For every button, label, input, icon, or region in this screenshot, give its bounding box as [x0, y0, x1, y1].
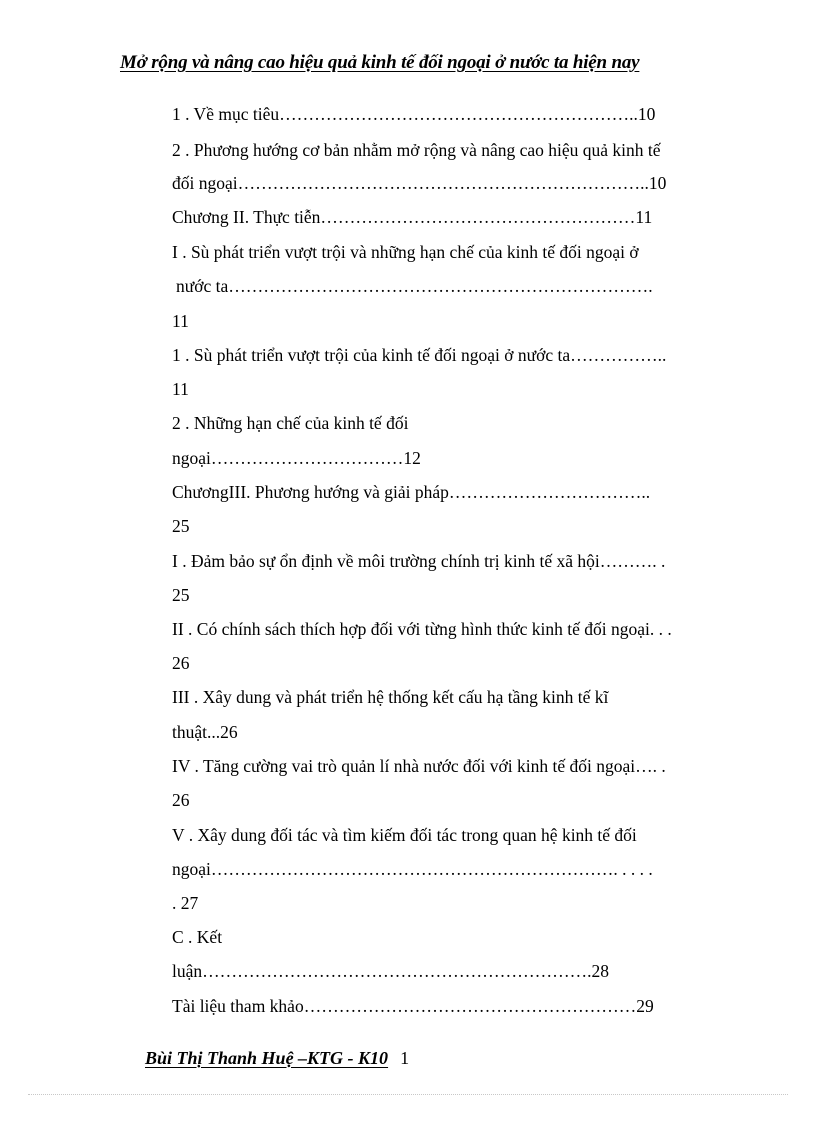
- toc-line: . 27: [172, 893, 199, 913]
- toc-line: III . Xây dung và phát triển hệ thống kết cấu hạ tầng kinh tế kĩ: [172, 687, 609, 707]
- toc-line: đối ngoại……………………………………………………………..10: [172, 173, 667, 193]
- footer-author: Bùi Thị Thanh Huệ –KTG - K10: [145, 1048, 389, 1068]
- toc-line: I . Sù phát triển vượt trội và những hạn chế của kinh tế đối ngoại ở: [172, 242, 639, 262]
- toc-line: ngoại……………………………………………………………. . . . .: [172, 859, 653, 879]
- toc-line: ngoại……………………………12: [172, 448, 421, 468]
- toc-line: thuật...26: [172, 722, 238, 742]
- page-footer: [145, 1048, 409, 1069]
- toc-line: IV . Tăng cường vai trò quản lí nhà nước đối với kinh tế đối ngoại…. .: [172, 756, 666, 776]
- toc-line: 11: [172, 379, 189, 399]
- toc-line: ChươngIII. Phương hướng và giải pháp……………………………..: [172, 482, 651, 502]
- toc-line: 2 . Những hạn chế của kinh tế đối: [172, 413, 409, 433]
- toc-line: 26: [172, 790, 190, 810]
- toc-line: I . Đảm bảo sự ổn định về môi trường chính trị kinh tế xã hội………. .: [172, 551, 666, 571]
- toc-line: luận………………………………………………………….28: [172, 961, 610, 981]
- footer-divider: [28, 1094, 788, 1095]
- toc-line: V . Xây dung đối tác và tìm kiếm đối tác trong quan hệ kinh tế đối: [172, 825, 637, 845]
- toc-line: Tài liệu tham khảo…………………………………………………29: [172, 996, 654, 1016]
- toc-line: II . Có chính sách thích hợp đối với từng hình thức kinh tế đối ngoại. . .: [172, 619, 672, 639]
- toc-line: Chương II. Thực tiễn………………………………………………11: [172, 207, 653, 227]
- toc-line: 1 . Về mục tiêu……………………………………………………..10: [172, 104, 656, 124]
- toc-line: 26: [172, 653, 190, 673]
- toc-line: 25: [172, 516, 190, 536]
- page-number: 1: [400, 1048, 410, 1068]
- page-header-title: Mở rộng và nâng cao hiệu quả kinh tế đối ngoại ở nước ta hiện nay: [120, 52, 640, 73]
- toc-line: 11: [172, 311, 189, 331]
- toc-line: C . Kết: [172, 927, 223, 947]
- toc-line: nước ta……………………………………………………………….: [176, 276, 653, 296]
- toc-line: 25: [172, 585, 190, 605]
- toc-line: 2 . Phương hướng cơ bản nhằm mở rộng và nâng cao hiệu quả kinh tế: [172, 140, 661, 160]
- toc-line: 1 . Sù phát triển vượt trội của kinh tế đối ngoại ở nước ta……………..: [172, 345, 667, 365]
